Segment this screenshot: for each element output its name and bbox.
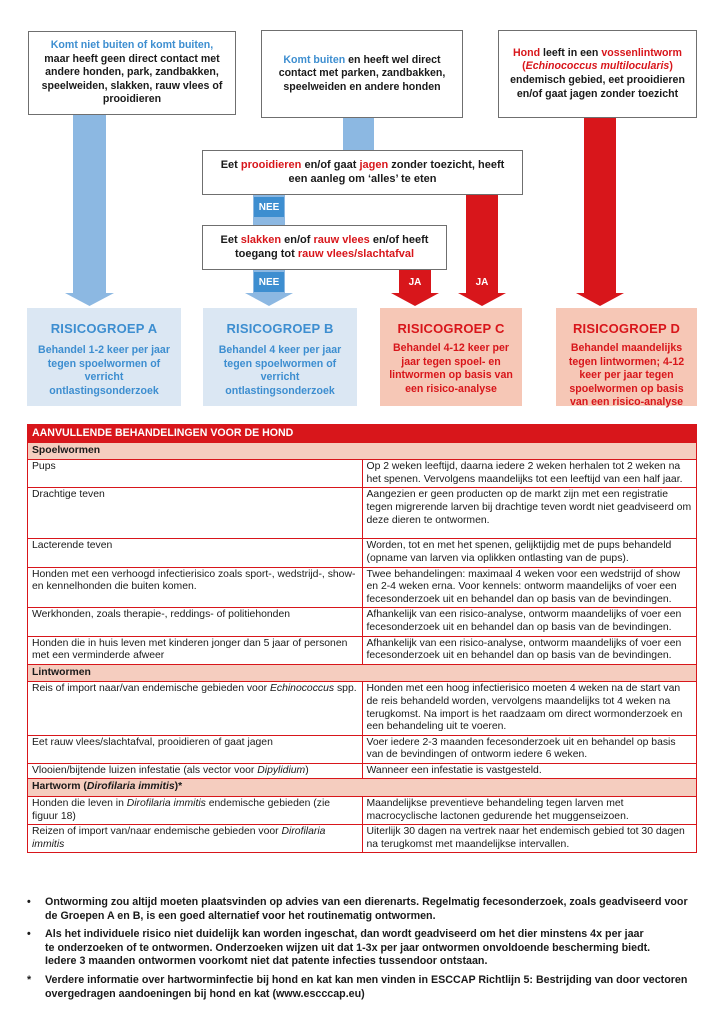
footnotes: [27, 896, 701, 1006]
box-right-text-2: vossenlintworm (: [522, 46, 682, 73]
footnote-bullet: •: [27, 928, 31, 941]
q1-text-d: jagen: [359, 158, 389, 171]
footnote-item: [27, 928, 701, 969]
row-advice: Op 2 weken leeftijd, daarna iedere 2 weken herhalen tot 2 weken na het spenen. Vervolgens maandelijks tot een leeftijd van een half jaar.: [362, 460, 697, 488]
row-subject: Honden die in huis leven met kinderen jonger dan 5 jaar of personen met een verminderde afweer: [28, 636, 363, 664]
box-mid-text: en heeft wel direct contact met parken, zandbakken, speelweiden en andere honden: [278, 53, 446, 93]
risk-group-text: Behandel 1-2 keer per jaar tegen spoelwormen of verricht ontlastingsonderzoek: [38, 344, 170, 397]
table-header: AANVULLENDE BEHANDELINGEN VOOR DE HOND: [28, 425, 697, 443]
row-advice: Afhankelijk van een risico-analyse, ontworm maandelijks of voer een fecesonderzoek uit en behandel dan op basis van de bevindingen.: [362, 636, 697, 664]
risk-group-title: RISICOGROEP C: [397, 321, 505, 336]
row-subject-text: endemische gebieden (zie figuur 18): [32, 798, 331, 822]
box-left-lead: Komt niet buiten of komt buiten,: [50, 39, 214, 52]
q2-text-d: rauw vlees: [313, 233, 370, 246]
row-subject-species: Dirofilaria immitis: [32, 826, 326, 850]
footnote-line: te onderzoeken of te ontwormen. Onderzoeken wijzen uit dat 1-3x per jaar ontwormen onvoldoende bescherming biedt.: [45, 941, 651, 954]
q1-text-e: zonder toezicht, heeft een aanleg om ‘alles’ te eten: [288, 158, 505, 185]
row-subject-text: spp.: [334, 683, 357, 695]
footnote-text: [45, 928, 650, 969]
treatment-table: [27, 424, 697, 853]
q2-text-a: Eet: [220, 233, 241, 246]
row-subject-species: Dirofilaria immitis: [126, 798, 206, 810]
row-subject-text: Reizen of import van/naar endemische gebieden voor: [32, 826, 282, 838]
section-hartworm: [28, 779, 697, 797]
box-right-text-4: endemisch gebied, eet prooidieren en/of gaat jagen zonder toezicht: [510, 74, 685, 100]
row-subject: Honden met een verhoogd infectierisico zoals sport-, wedstrijd-, show- en kennelhonden die buiten komen.: [28, 567, 363, 608]
footnote-text: [45, 896, 688, 923]
table-row: [28, 567, 697, 608]
risk-group-text: Behandel 4 keer per jaar tegen spoelwormen of verricht ontlastingsonderzoek: [218, 344, 342, 397]
row-subject-text: Reis of import naar/van endemische gebieden voor: [32, 683, 270, 695]
box-komt-niet-buiten: [28, 31, 236, 115]
risk-group-d: [556, 308, 697, 409]
q2-text-f: rauw vlees/slachtafval: [297, 247, 415, 260]
risk-group-c: [380, 308, 522, 406]
footnote-text: [45, 974, 687, 1001]
table-row: [28, 636, 697, 664]
table-row: [28, 797, 697, 825]
row-subject: Werkhonden, zoals therapie-, reddings- of politiehonden: [28, 608, 363, 636]
question-prooidieren: [202, 150, 523, 195]
table-row: [28, 763, 697, 779]
tag-ja-2: JA: [467, 272, 497, 292]
row-subject: [28, 825, 363, 853]
box-right-text-3: ): [669, 60, 673, 73]
row-subject: [28, 797, 363, 825]
arrow-tip-d: [576, 293, 624, 306]
row-advice: Wanneer een infestatie is vastgesteld.: [362, 763, 697, 779]
arrow-tip-c1: [391, 293, 439, 306]
table-row: [28, 488, 697, 539]
risk-group-title: RISICOGROEP D: [572, 321, 681, 336]
row-advice: Worden, tot en met het spenen, gelijktijdig met de pups behandeld (opname van larven via oplikken ontlasting van de pups).: [362, 539, 697, 567]
footnote-line: overgedragen aandoeningen bij hond en kat (www.escccap.eu): [45, 987, 365, 1000]
row-subject: Drachtige teven: [28, 488, 363, 539]
risk-group-text: Behandel 4-12 keer per jaar tegen spoel- en lintwormen op basis van een risico-analyse: [389, 342, 513, 395]
box-hond-endemisch: [498, 30, 697, 118]
row-advice: Aangezien er geen producten op de markt zijn met een registratie tegen migrerende larven bij drachtige teven wordt niet geadviseerd om deze dieren te ontwormen.: [362, 488, 697, 539]
box-right-species: Echinococcus multilocularis: [525, 60, 670, 73]
risk-group-title: RISICOGROEP A: [50, 321, 158, 336]
q1-text-c: en/of gaat: [301, 158, 360, 171]
footnote-line: Als het individuele risico niet duidelijk kan worden ingeschat, dan wordt geadviseerd om het dier minstens 4x per jaar: [45, 928, 644, 941]
table-row: [28, 539, 697, 567]
footnote-line: Iedere 3 maanden ontwormen voorkomt niet dat patente infecties tussendoor ontstaan.: [45, 955, 488, 968]
row-subject-text: Honden die leven in: [32, 798, 127, 810]
risk-group-title: RISICOGROEP B: [226, 321, 334, 336]
footnote-bullet: *: [27, 973, 32, 986]
row-advice: Voer iedere 2-3 maanden fecesonderzoek uit en behandel op basis van de bevindingen of ontworm iedere 6 weken.: [362, 735, 697, 763]
section-lintwormen: Lintwormen: [28, 664, 697, 682]
row-subject: Lacterende teven: [28, 539, 363, 567]
footnote-item: [27, 896, 701, 923]
tag-ja-1: JA: [400, 272, 430, 292]
row-subject-text: Vlooien/bijtende luizen infestatie (als vector voor: [32, 764, 258, 776]
row-subject: Eet rauw vlees/slachtafval, prooidieren of gaat jagen: [28, 735, 363, 763]
row-advice: Uiterlijk 30 dagen na vertrek naar het endemisch gebied tot 30 dagen na terugkomst met maandelijkse intervallen.: [362, 825, 697, 853]
risk-group-a: [27, 308, 181, 406]
box-right-text-1: leeft in een: [540, 46, 602, 59]
risk-group-text: Behandel maandelijks tegen lintwormen; 4-12 keer per jaar tegen spoelwormen op basis van een risico-analyse: [568, 342, 685, 409]
section-spoelwormen: Spoelwormen: [28, 442, 697, 460]
row-subject: Pups: [28, 460, 363, 488]
footnote-line: Verdere informatie over hartworminfectie bij hond en kat kan men vinden in ESCCAP Richtlijn 5: Bestrijding van door vectoren: [45, 973, 688, 986]
footnote-line: Ontworming zou altijd moeten plaatsvinden op advies van een dierenarts. Regelmatig fecesonderzoek, zoals geadviseerd voor: [45, 896, 688, 908]
row-subject-species: Echinococcus: [269, 683, 335, 695]
q2-text-c: en/of: [281, 233, 314, 246]
arrow-tip-b: [245, 293, 293, 306]
q1-text-b: prooidieren: [240, 158, 302, 171]
row-advice: Afhankelijk van een risico-analyse, ontworm maandelijks of voer een fecesonderzoek uit en behandel dan op basis van de bevindingen.: [362, 608, 697, 636]
arrow-tip-a: [65, 293, 114, 306]
q1-text-a: Eet: [220, 158, 241, 171]
footnote-line: de Groepen A en B, is een goed alternatief voor het routinematig ontwormen.: [45, 909, 436, 922]
arrow-tip-c2: [458, 293, 506, 306]
box-left-text: maar heeft geen direct contact met andere honden, park, zandbakken, speelweiden, slakken, rauw vlees of prooidieren: [41, 52, 223, 106]
section-hartworm-text: )*: [174, 781, 183, 793]
row-advice: Honden met een hoog infectierisico moeten 4 weken na de start van de reis behandeld worden, vervolgens maandelijks tot 4 weken na terugkomst. Na import is het raadzaam om direct wormonderzoek en een behandeling uit te voeren.: [362, 682, 697, 735]
tag-nee-2: NEE: [254, 272, 284, 292]
row-advice: Twee behandelingen: maximaal 4 weken voor een wedstrijd of show en 2-4 weken erna. Voor kennels: ontworm maandelijks of voer een fecesonderzoek uit en behandel dan op basis van de bevindingen.: [362, 567, 697, 608]
section-hartworm-text: Hartworm (: [32, 781, 87, 793]
row-subject: [28, 763, 363, 779]
row-subject: [28, 682, 363, 735]
box-komt-buiten: [261, 30, 463, 118]
box-right-lead: Hond: [513, 46, 541, 59]
footnote-bullet: •: [27, 896, 31, 908]
row-subject-text: ): [305, 764, 309, 776]
box-mid-lead: Komt buiten: [283, 53, 346, 66]
table-row: [28, 608, 697, 636]
table-row: [28, 735, 697, 763]
footnote-item: [27, 974, 701, 1001]
table-row: [28, 825, 697, 853]
section-hartworm-species: Dirofilaria immitis: [86, 781, 175, 793]
question-slakken: [202, 225, 447, 270]
q2-text-b: slakken: [240, 233, 282, 246]
table-row: [28, 682, 697, 735]
risk-group-b: [203, 308, 357, 406]
q2-text-e: en/of heeft toegang tot: [234, 233, 429, 260]
tag-nee-1: NEE: [254, 197, 284, 217]
table-row: [28, 460, 697, 488]
row-advice: Maandelijkse preventieve behandeling tegen larven met macrocyclische lactonen gedurende het muggenseizoen.: [362, 797, 697, 825]
row-subject-species: Dipylidium: [257, 764, 306, 776]
